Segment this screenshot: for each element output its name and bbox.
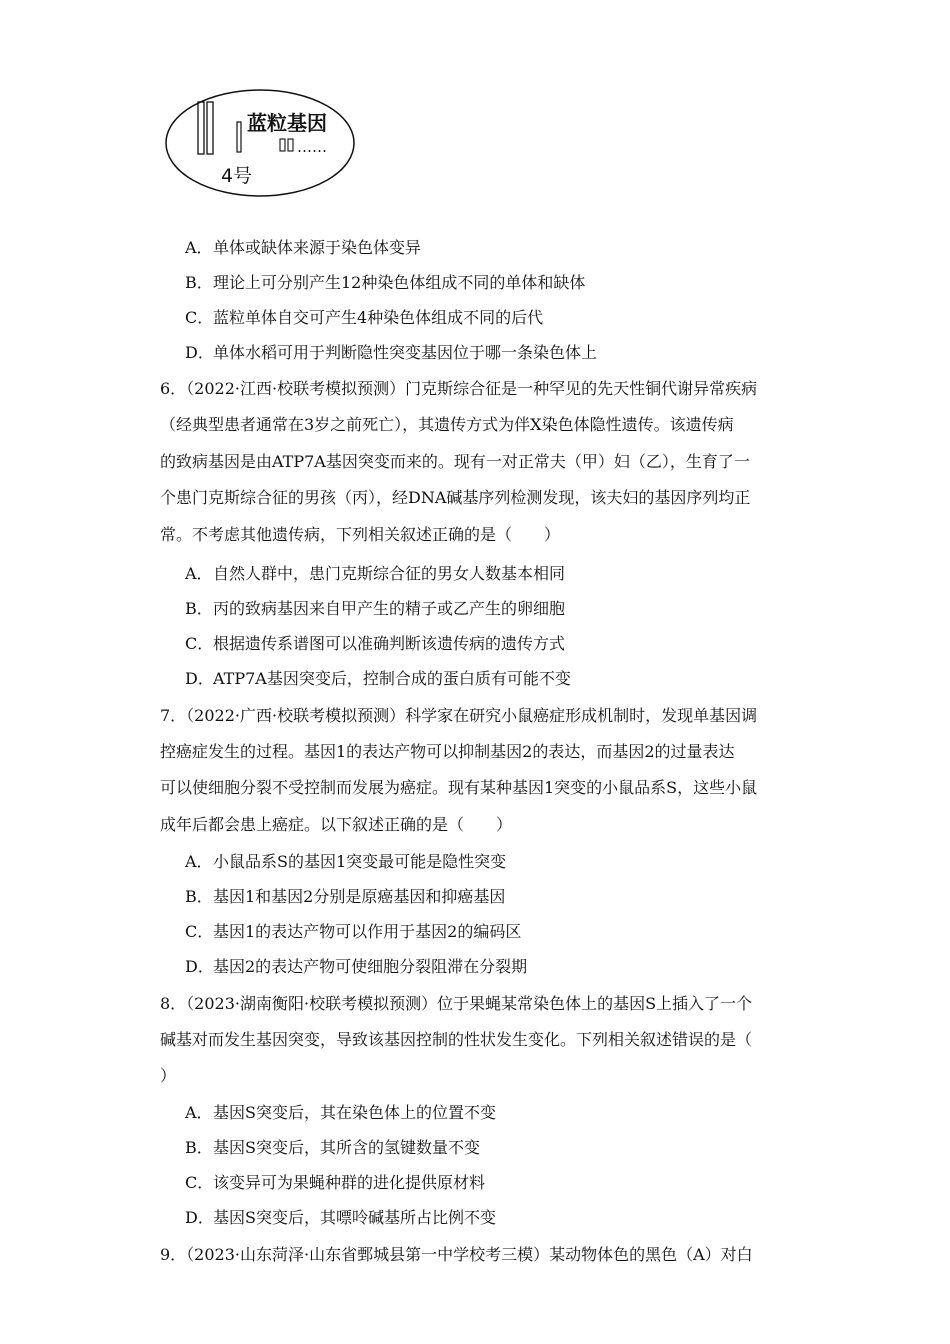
q8-option-d: D．基因S突变后，其嘌呤碱基所占比例不变 <box>185 1208 496 1227</box>
q7-line: 7．（2022·广西·校联考模拟预测）科学家在研究小鼠癌症形成机制时，发现单基因调 <box>160 706 758 725</box>
q7-line: 控癌症发生的过程。基因1的表达产物可以抑制基因2的表达，而基因2的过量表达 <box>160 742 735 761</box>
chromosome-diagram <box>163 88 363 208</box>
q7-option-d: D．基因2的表达产物可使细胞分裂阻滞在分裂期 <box>185 957 528 976</box>
q6-option-c: C．根据遗传系谱图可以准确判断该遗传病的遗传方式 <box>185 634 566 653</box>
q8-option-a: A．基因S突变后，其在染色体上的位置不变 <box>185 1103 496 1122</box>
q5-option-b: B．理论上可分别产生12种染色体组成不同的单体和缺体 <box>185 273 586 292</box>
chromosome-bar <box>198 102 204 154</box>
q8-option-c: C．该变异可为果蝇种群的进化提供原材料 <box>185 1173 486 1192</box>
q6-option-a: A．自然人群中，患门克斯综合征的男女人数基本相同 <box>185 564 566 583</box>
q5-option-d: D．单体水稻可用于判断隐性突变基因位于哪一条染色体上 <box>185 343 598 362</box>
blue-grain-gene-label: 蓝粒基因 <box>247 111 327 135</box>
q7-option-a: A．小鼠品系S的基因1突变最可能是隐性突变 <box>185 852 507 871</box>
q7-option-b: B．基因1和基因2分别是原癌基因和抑癌基因 <box>185 887 506 906</box>
figure-dots: …… <box>297 138 327 156</box>
q6-option-b: B．丙的致病基因来自甲产生的精子或乙产生的卵细胞 <box>185 599 566 618</box>
q6-line: 6．（2022·江西·校联考模拟预测）门克斯综合征是一种罕见的先天性铜代谢异常疾病 <box>160 379 758 398</box>
q7-option-c: C．基因1的表达产物可以作用于基因2的编码区 <box>185 922 522 941</box>
q5-option-c: C．蓝粒单体自交可产生4种染色体组成不同的后代 <box>185 308 544 327</box>
q5-option-a: A．单体或缺体来源于染色体变异 <box>185 238 422 257</box>
q7-line: 成年后都会患上癌症。以下叙述正确的是（ ） <box>160 815 513 834</box>
chromosome-bar <box>280 139 285 151</box>
chromosome-bar <box>288 139 293 151</box>
chromosome-figure <box>163 88 363 208</box>
q6-line: 个患门克斯综合征的男孩（丙），经DNA碱基序列检测发现，该夫妇的基因序列均正 <box>160 488 751 507</box>
q6-option-d: D．ATP7A基因突变后，控制合成的蛋白质有可能不变 <box>185 669 571 688</box>
chromosome-4-label: 4号 <box>221 165 253 187</box>
chromosome-bar <box>207 102 213 154</box>
q6-line: 的致病基因是由ATP7A基因突变而来的。现有一对正常夫（甲）妇（乙），生育了一 <box>160 452 750 471</box>
chromosome-bar <box>237 122 241 152</box>
q6-line: 常。不考虑其他遗传病，下列相关叙述正确的是（ ） <box>160 525 561 544</box>
q8-line: ） <box>160 1066 177 1085</box>
q8-line: 8．（2023·湖南衡阳·校联考模拟预测）位于果蝇某常染色体上的基因S上插入了一个 <box>160 994 753 1013</box>
q9-line: 9．（2023·山东菏泽·山东省鄄城县第一中学校考三模）某动物体色的黑色（A）对白 <box>160 1245 753 1264</box>
q8-option-b: B．基因S突变后，其所含的氢键数量不变 <box>185 1138 480 1157</box>
q8-line: 碱基对而发生基因突变，导致该基因控制的性状发生变化。下列相关叙述错误的是（ <box>160 1030 753 1049</box>
q6-line: （经典型患者通常在3岁之前死亡），其遗传方式为伴X染色体隐性遗传。该遗传病 <box>160 415 734 434</box>
q7-line: 可以使细胞分裂不受控制而发展为癌症。现有某种基因1突变的小鼠品系S，这些小鼠 <box>160 778 758 797</box>
